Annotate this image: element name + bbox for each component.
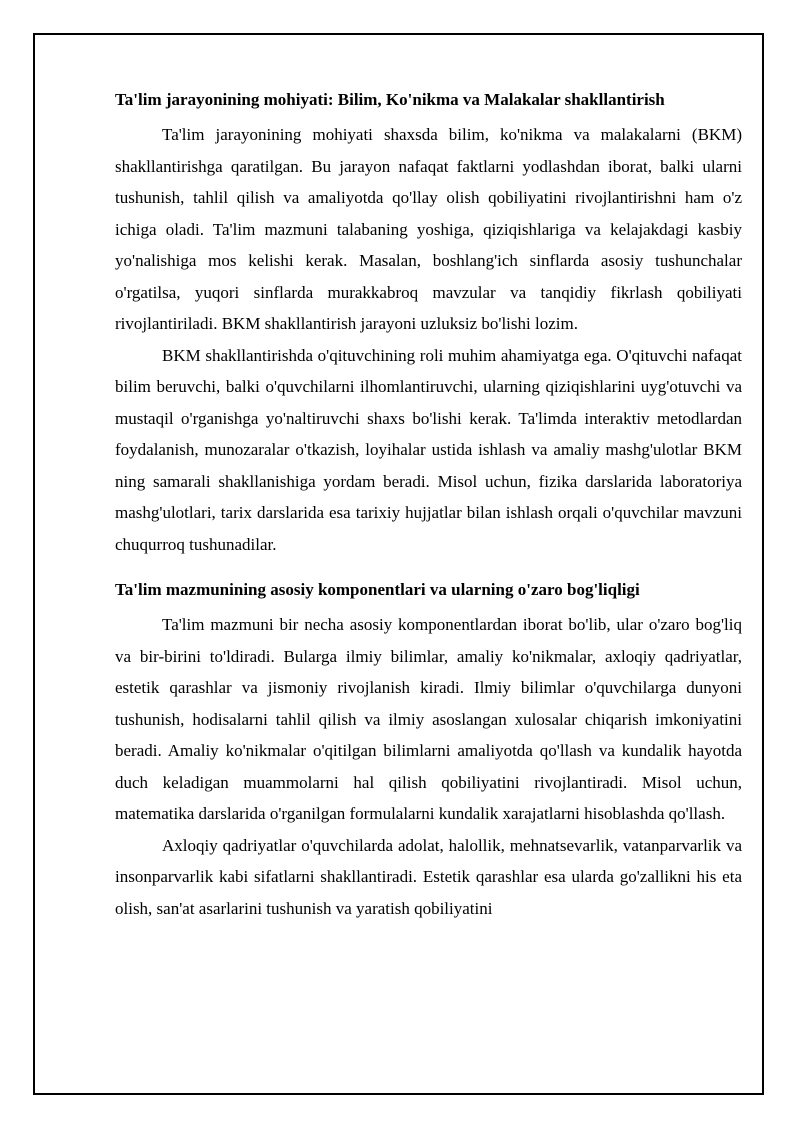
document-body	[115, 87, 742, 924]
paragraph-teacher-role: BKM shakllantirishda o'qituvchining roli muhim ahamiyatga ega. O'qituvchi nafaqat bilim beruvchi, balki o'quvchilarni ilhomlantiruvchi, ularning qiziqishlarini uyg'otuvchi va mustaqil o'rganishga yo'naltiruvchi shaxs bo'lishi kerak. Ta'limda interaktiv metodlardan foydalanish, munozaralar o'tkazish, loyihalar ustida ishlash va amaliy mashg'ulotlar BKM ning samarali shakllanishiga yordam beradi. Misol uchun, fizika darslarida laboratoriya mashg'ulotlari, tarix darslarida esa tarixiy hujjatlar bilan ishlash orqali o'quvchilar mavzuni chuqurroq tushunadilar.	[115, 345, 742, 554]
section-heading-components: Ta'lim mazmunining asosiy komponentlari va ularning o'zaro bog'liqligi	[115, 580, 640, 599]
paragraph-bkm-essence: Ta'lim jarayonining mohiyati shaxsda bilim, ko'nikma va malakalarni (BKM) shakllantirishga qaratilgan. Bu jarayon nafaqat faktlarni yodlashdan iborat, balki ularni tushunish, tahlil qilish va amaliyotda qo'llay olish qobiliyatini rivojlantirishni ham o'z ichiga oladi. Ta'lim mazmuni talabaning yoshiga, qiziqishlariga va kelajakdagi kasbiy yo'nalishiga mos kelishi kerak. Masalan, boshlang'ich sinflarda asosiy tushunchalar o'rgatilsa, yuqori sinflarda murakkabroq mavzular va tanqidiy fikrlash qobiliyati rivojlantiriladi. BKM shakllantirish jarayoni uzluksiz bo'lishi lozim.	[115, 125, 742, 333]
section-heading-bkm: Ta'lim jarayonining mohiyati: Bilim, Ko'nikma va Malakalar shakllantirish	[115, 90, 665, 109]
paragraph-moral-values: Axloqiy qadriyatlar o'quvchilarda adolat, halollik, mehnatsevarlik, vatanparvarlik va insonparvarlik kabi sifatlarni shakllantiradi. Estetik qarashlar esa ularda go'zallikni his eta olish, san'at asarlarini tushunish va yaratish qobiliyatini	[115, 835, 742, 918]
paragraph-content-components: Ta'lim mazmuni bir necha asosiy komponentlardan iborat bo'lib, ular o'zaro bog'liq va bir-birini to'ldiradi. Bularga ilmiy bilimlar, amaliy ko'nikmalar, axloqiy qadriyatlar, estetik qarashlar va jismoniy rivojlanish kiradi. Ilmiy bilimlar o'quvchilarga dunyoni tushunish, hodisalarni tahlil qilish va ilmiy asoslangan xulosalar chiqarish imkoniyatini beradi. Amaliy ko'nikmalar o'qitilgan bilimlarni amaliyotda qo'llash va kundalik hayotda duch keladigan muammolarni hal qilish qobiliyatini rivojlantiradi. Misol uchun, matematika darslarida o'rganilgan formulalarni kundalik xarajatlarni hisoblashda qo'llash.	[115, 615, 742, 823]
